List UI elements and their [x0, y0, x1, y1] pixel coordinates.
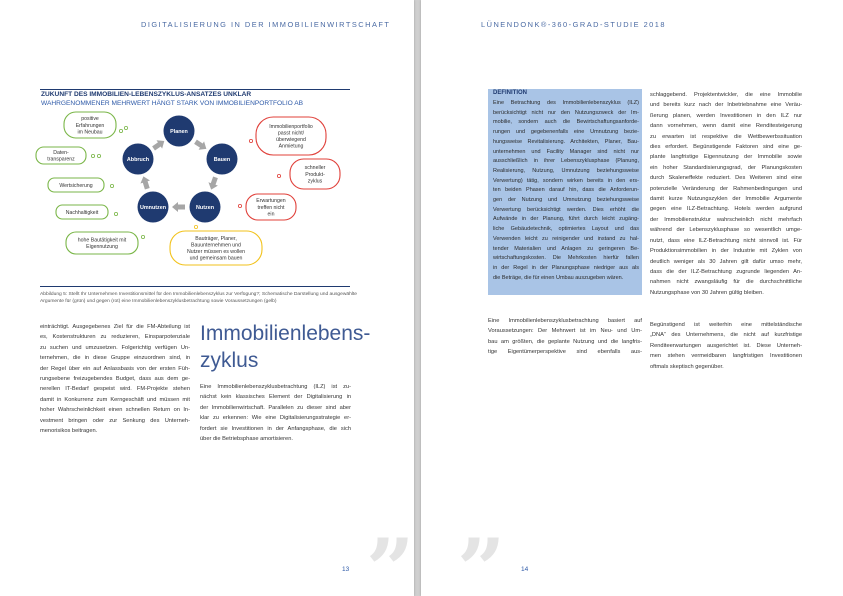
- text-line: klar zu erkennen: Wie eine Digitalisierungsstrategie er-: [200, 415, 351, 422]
- pro-argument-bubble: [66, 232, 138, 254]
- pro-argument-bubble: [36, 147, 86, 164]
- text-line: tender Materialien und Anlagen zu geringeren Be-: [493, 245, 639, 252]
- contra-argument-bubble: [256, 117, 326, 155]
- text-line: „DNA“ des Unternehmens, die nicht auf kurzfristige: [650, 332, 802, 339]
- figure-subtitle: WAHRGENOMMENER MEHRWERT HÄNGT STARK VON IMMOBILIENPORTFOLIO AB: [41, 100, 304, 107]
- text-line: ten beiden Phasen darauf hin, dass die Anforderun-: [493, 187, 639, 194]
- text-line: Produktionsimmobilien in der Industrie mit Zyklen von: [650, 248, 802, 255]
- pro-argument-label: positive Erfahrungen im Neubau: [75, 116, 105, 136]
- text-line: wirtschaftungskosten. Die Mehrkosten hierfür fallen: [493, 255, 639, 262]
- text-line: es, Kostenstrukturen zu reduzieren, Einsparpotenziale: [40, 334, 190, 341]
- text-line: ternehmen, die in diese Gruppe einzuordnen sind, in: [40, 355, 190, 362]
- text-line: dies erfordert. Begünstigende Faktoren sind eine ge-: [650, 144, 802, 151]
- figure-caption: Abbildung 5: Stellt Ihr Unternehmen Investitionsmittel für den Immobilienlebenszyklus zur Verfügung?; Schematische Darstellung und ausgewählte Argumente für (grün) und gegen (rot) eine Immobilienlebenszyklusbetrachtung sowie Voraussetzungen (gelb): [40, 292, 357, 304]
- definition-heading: DEFINITION: [493, 90, 527, 96]
- text-line: der Immobilienwirtschaft. Parallelen zu dieser sind aber: [200, 404, 351, 411]
- text-line: liche Gebäudetechnik, optimiertes Layout und das: [493, 226, 639, 233]
- condition-bubble: [170, 231, 262, 265]
- text-line: nerellen IT-Bedarf gespeist wird. FM-Projekte stehen: [40, 386, 190, 393]
- connector-dot: [124, 126, 127, 129]
- figure-title: ZUKUNFT DES IMMOBILIEN-LEBENSZYKLUS-ANSATZES UNKLAR: [41, 91, 252, 98]
- text-line: hoher Wahrscheinlichkeit einen schnellen Return on In-: [40, 407, 190, 414]
- text-line: der Regel über ein auf Anlassbasis von der ersten Füh-: [40, 365, 190, 372]
- phase-umnutzen: [138, 192, 169, 223]
- connector-dot: [249, 139, 252, 142]
- text-line: Begünstigend ist weiterhin eine mittelständische: [650, 322, 802, 328]
- text-line: vestment bringen oder zur Senkung des Unterneh-: [40, 417, 190, 424]
- connector-dot: [194, 225, 197, 228]
- text-line: die Beträge, die für einen Umbau auszugeben wären.: [493, 274, 624, 281]
- text-line: potenzielle Veränderung der Rahmenbedingungen und: [650, 185, 802, 192]
- text-line: Verwertung) tätig, sondern wirken bereits in den ers-: [493, 177, 639, 184]
- text-line: gen der Nutzung und Umnutzung beziehungsweise: [493, 197, 639, 204]
- definition-text: [493, 99, 639, 283]
- text-line: Eine Immobilienlebenszyklusbetrachtung basiert auf: [488, 318, 642, 324]
- contra-argument-bubble: [246, 194, 296, 220]
- quote-mark-icon: ”: [366, 520, 414, 596]
- text-line: Voraussetzungen: Der Mehrwert ist im Neu- und Um-: [488, 328, 642, 335]
- text-line: Renditeerwartungen ausgerichtet ist. Diese Unterneh-: [650, 342, 802, 349]
- connector-dot: [91, 154, 94, 157]
- text-line: oftmals skeptisch gegenüber.: [650, 363, 724, 370]
- pro-argument-label: hohe Bautätigkeit mit Eigennutzung: [77, 237, 127, 251]
- figure-bottom-rule: [40, 286, 350, 287]
- text-line: zu erwarten ist respektive die Wettbewerbssituation: [650, 133, 802, 140]
- connector-dot: [119, 129, 122, 132]
- cycle-arrow-icon: [206, 176, 220, 192]
- text-line: Eine Immobilienlebenszyklusbetrachtung (ILZ) ist zu-: [200, 384, 351, 390]
- text-line: in der Regel in der Planungsphase niedriger aus als: [493, 264, 639, 271]
- connector-dot: [141, 235, 144, 238]
- text-line: schlaggebend. Projektentwickler, die eine Immobilie: [650, 92, 802, 98]
- text-line: hungsweise Revitalisierung. Architekten, Planer, Bau-: [493, 138, 639, 145]
- text-line: plante langfristige Eigennutzung der Immobilie sowie: [650, 154, 802, 161]
- connector-dot: [238, 204, 241, 207]
- section-title: Immobilienlebens-zyklus: [200, 322, 371, 372]
- cycle-arrow-icon: [172, 202, 185, 212]
- pro-argument-label: Nachhaltigkeit: [65, 209, 99, 216]
- phase-abbruch: [123, 144, 154, 175]
- phase-label: Planen: [170, 129, 188, 135]
- phase-nutzen: [190, 192, 221, 223]
- text-line: und bereits kurz nach der Inbetriebnahme eine Veräu-: [650, 102, 802, 109]
- phase-bauen: [207, 144, 238, 175]
- connector-dot: [114, 212, 117, 215]
- text-line: nahmen nicht zwangsläufig für die durchschnittliche: [650, 279, 802, 286]
- figure-top-rule: [40, 89, 350, 90]
- text-line: rungsebene freizugebendes Budget, dass aus dem ge-: [40, 376, 190, 383]
- quote-mark-icon: ”: [457, 520, 506, 596]
- pro-argument-label: Daten-transparenz: [47, 150, 75, 163]
- page-number: 13: [342, 566, 350, 573]
- pro-argument-bubble: [48, 178, 104, 192]
- text-line: nächst kein klassisches Element der Digitalisierung in: [200, 394, 351, 401]
- pro-argument-bubble: [64, 112, 116, 138]
- phase-label: Bauen: [213, 157, 231, 163]
- text-line: menorisikos beitragen.: [40, 428, 98, 435]
- text-line: durch Skaleneffekte reduziert. Des Weiteren sind eine: [650, 175, 802, 182]
- text-line: men stehen vermeidbaren langfristigen Investitionen: [650, 353, 802, 360]
- running-header: DIGITALISIERUNG IN DER IMMOBILIENWIRTSCHAFT: [141, 20, 391, 29]
- text-line: berücksichtigt nicht nur den Nutzungszweck der Im-: [493, 109, 639, 116]
- text-line: ßerung planen, werden Investitionen in den ILZ nur: [650, 112, 802, 119]
- phase-label: Abbruch: [126, 157, 150, 163]
- text-line: dass die der ILZ-Betrachtung zugrunde liegenden An-: [650, 268, 802, 275]
- connector-dot: [97, 154, 100, 157]
- connector-dot: [277, 174, 280, 177]
- page-number: 14: [521, 566, 529, 573]
- body-column-2: [200, 382, 351, 444]
- contra-argument-label: Erwartungen treffen nicht ein: [256, 198, 286, 218]
- text-line: ausschließlich in ihrer Lebenszyklusphase (Planung,: [493, 158, 639, 165]
- text-line: ein hoher Standardisierungsgrad, der Planungskosten: [650, 164, 802, 171]
- body-column-2: [650, 90, 802, 298]
- text-line: rungen und gegebenenfalls eine Umnutzung bezie-: [493, 129, 639, 136]
- left-page: [0, 0, 414, 596]
- text-line: Nutzungsphase von 30 Jahren gültig bleiben.: [650, 289, 764, 296]
- body-column-2-paragraph: [650, 320, 802, 372]
- running-header: LÜNENDONK®-360-GRAD-STUDIE 2018: [481, 20, 667, 29]
- right-page: [421, 0, 843, 596]
- cycle-arrow-icon: [151, 137, 167, 153]
- text-line: mobilie, sondern auch die Bewirtschaftungsanforde-: [493, 119, 639, 126]
- text-line: gegen eine ILZ-Betrachtung. Hotels werden aufgrund: [650, 206, 802, 213]
- text-line: zu suchen und umzusetzen. Folgerichtig verfügen Un-: [40, 344, 190, 351]
- text-line: nutzt, dass eine ILZ-Betrachtung nicht sinnvoll ist. Für: [650, 237, 802, 244]
- cycle-arrow-icon: [139, 175, 152, 190]
- text-line: unternehmen und Facility Manager sind nicht nur: [493, 148, 639, 155]
- cycle-arrow-icon: [193, 138, 209, 153]
- body-column-1: [40, 322, 190, 436]
- phase-label: Nutzen: [196, 205, 214, 211]
- text-line: der Immobilienstruktur wahrscheinlich nicht mehrfach: [650, 216, 802, 223]
- text-line: einträchtigt. Ausgegebenes Ziel für die FM-Abteilung ist: [40, 324, 190, 330]
- text-line: dann vornehmen, wenn damit eine Renditesteigerung: [650, 123, 802, 130]
- pro-argument-bubble: [56, 205, 108, 219]
- text-line: Eine Betrachtung des Immobilienlebenszyklus (ILZ): [493, 100, 639, 106]
- text-line: Aufwände in der Planung, führt durch leicht zugäng-: [493, 216, 639, 223]
- connector-dot: [110, 184, 113, 187]
- phase-label: Umnutzen: [139, 205, 167, 211]
- text-line: deutlich weniger als 30 Jahren gilt dafür umso mehr,: [650, 258, 802, 265]
- text-line: Verwertung berücksichtigt werden. Dies erhöht die: [493, 206, 639, 213]
- text-line: bau am größten, die geplante Nutzung und die langfris-: [488, 338, 642, 345]
- contra-argument-label: schneller Produkt-zyklus: [304, 165, 326, 185]
- condition-label: Bauträger, Planer, Bauunternehmen und Nutzer müssen es wollen und gemeinsam bauen: [187, 235, 245, 262]
- lifecycle-diagram: [0, 106, 414, 286]
- pro-argument-label: Wertsicherung: [59, 182, 93, 189]
- text-line: Verwenden leicht zu reinigender und instand zu hal-: [493, 235, 639, 242]
- body-column-1: [488, 316, 642, 358]
- text-line: damit in Konkurrenz zum Kerngeschäft und müssen mit: [40, 396, 190, 403]
- text-line: Realisierung, Nutzung, Umnutzung beziehungsweise: [493, 167, 639, 174]
- text-line: tige Eigentümerperspektive sind ebenfalls aus-: [488, 349, 642, 356]
- text-line: damit kurze Nutzungszyklen der Immobilie Argumente: [650, 196, 802, 203]
- text-line: über die Betriebsphase amortisieren.: [200, 436, 293, 443]
- phase-planen: [164, 116, 195, 147]
- contra-argument-label: Immobilienportfolio passt nicht/ überwiegend Anmietung: [269, 123, 313, 150]
- text-line: während der Lebenszyklusphase so wesentlich umge-: [650, 227, 802, 234]
- contra-argument-bubble: [290, 159, 340, 189]
- text-line: fordert sie Investitionen in der Anfangsphase, die sich: [200, 425, 351, 432]
